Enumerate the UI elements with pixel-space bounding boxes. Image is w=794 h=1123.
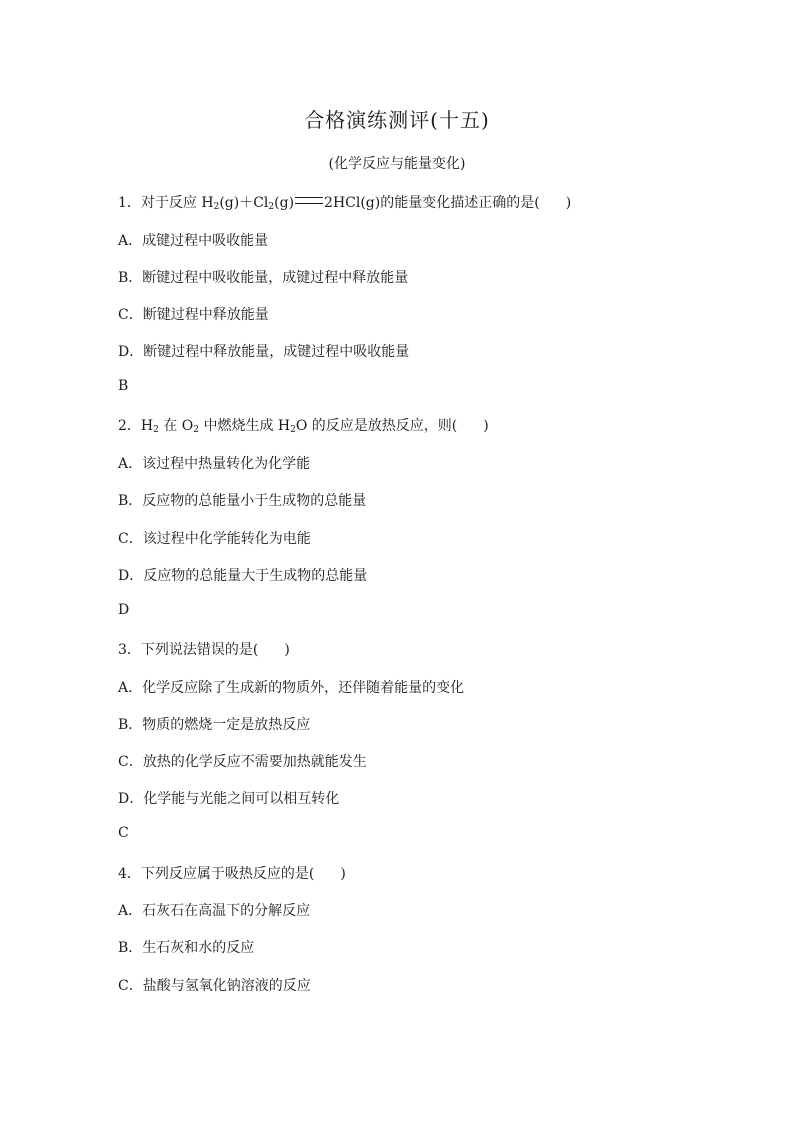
question-1-option-c: C．断键过程中释放能量: [118, 307, 269, 323]
question-3-stem: 3．下列说法错误的是( ): [118, 642, 290, 658]
question-2-option-d: D．反应物的总能量大于生成物的总能量: [118, 568, 368, 584]
question-4-stem: 4．下列反应属于吸热反应的是( ): [118, 866, 346, 882]
document-title: 合格演练测评(十五): [304, 108, 490, 132]
question-1-answer: B: [118, 378, 129, 394]
question-2-option-a: A．该过程中热量转化为化学能: [118, 456, 311, 472]
question-3-option-d: D．化学能与光能之间可以相互转化: [118, 791, 340, 807]
question-2-option-c: C．该过程中化学能转化为电能: [118, 531, 311, 547]
question-3-option-a: A．化学反应除了生成新的物质外，还伴随着能量的变化: [118, 680, 465, 696]
question-2-stem: 2．$H_2$ 在 $O_2$ 中燃烧生成 $H_2O$ 的反应是放热反应，则( ): [118, 418, 489, 435]
question-2-answer: D: [118, 602, 130, 618]
question-1-stem: 1．对于反应 $H_2(g)+Cl_2(g)$ 2HCl(g)的能量变化描述正确的是( ): [118, 195, 572, 212]
question-4-option-c: C．盐酸与氢氧化钠溶液的反应: [118, 978, 311, 994]
question-2-option-b: B．反应物的总能量小于生成物的总能量: [118, 493, 367, 509]
question-1-option-d: D．断键过程中释放能量，成键过程中吸收能量: [118, 344, 410, 360]
question-3-option-c: C．放热的化学反应不需要加热就能发生: [118, 754, 367, 770]
question-3-answer: C: [118, 825, 129, 841]
question-1-option-b: B．断键过程中吸收能量，成键过程中释放能量: [118, 270, 409, 286]
document-subtitle: (化学反应与能量变化): [328, 156, 466, 172]
question-4-option-b: B．生石灰和水的反应: [118, 940, 255, 956]
question-1-option-a: A．成键过程中吸收能量: [118, 233, 269, 249]
question-4-option-a: A．石灰石在高温下的分解反应: [118, 903, 311, 919]
question-3-option-b: B．物质的燃烧一定是放热反应: [118, 717, 311, 733]
equals-sign-icon: [295, 197, 323, 204]
